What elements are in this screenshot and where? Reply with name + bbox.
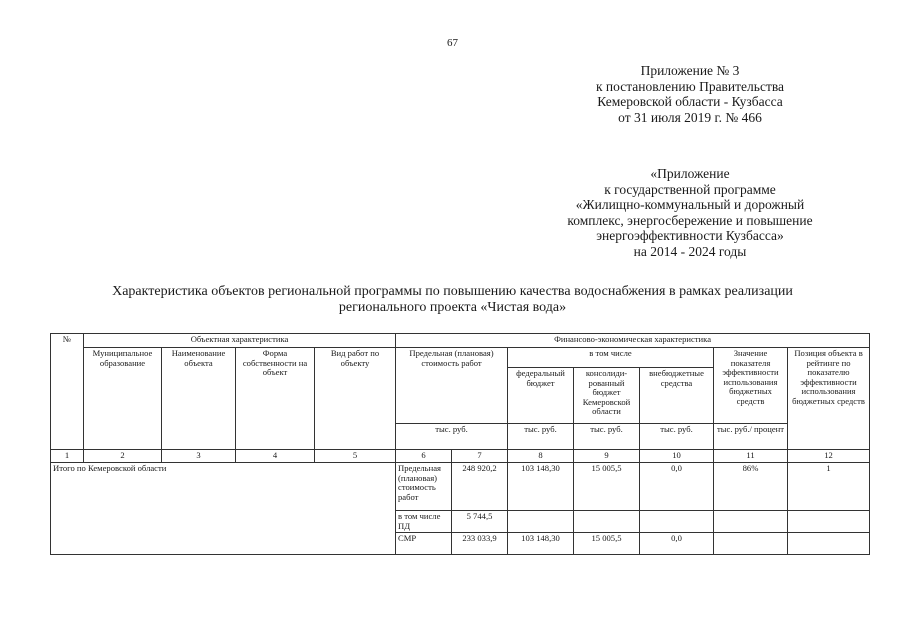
column-number: 7 <box>452 450 508 463</box>
header-municipal: Муниципальное образование <box>84 348 162 450</box>
header-work-type: Вид работ по объекту <box>315 348 396 450</box>
position-value <box>788 511 870 533</box>
cost-value: 5 744,5 <box>452 511 508 533</box>
column-number: 9 <box>574 450 640 463</box>
unit-consolidated: тыс. руб. <box>574 424 640 450</box>
objects-table <box>50 333 870 555</box>
approval-line: Приложение № 3 <box>640 63 740 78</box>
header-financial-characteristics: Финансово-экономическая характеристика <box>396 334 870 348</box>
extrabudget-value: 0,0 <box>640 533 714 555</box>
column-number: 8 <box>508 450 574 463</box>
federal-value: 103 148,30 <box>508 533 574 555</box>
annex-line: энергоэффективности Кузбасса» <box>596 228 784 244</box>
header-federal: федеральный бюджет <box>508 368 574 424</box>
column-number: 3 <box>162 450 236 463</box>
header-including: в том числе <box>508 348 714 368</box>
total-label: Итого по Кемеровской области <box>51 463 396 555</box>
column-number: 1 <box>51 450 84 463</box>
annex-line: к государственной программе <box>604 181 776 197</box>
header-consolidated: консолиди-рованный бюджет Кемеровской области <box>574 368 640 424</box>
column-number: 12 <box>788 450 870 463</box>
column-number: 2 <box>84 450 162 463</box>
consolidated-value: 15 005,5 <box>574 533 640 555</box>
header-object-name: Наименование объекта <box>162 348 236 450</box>
column-number: 5 <box>315 450 396 463</box>
unit-cost: тыс. руб. <box>396 424 508 450</box>
approval-block <box>560 63 820 125</box>
document-title <box>40 284 865 315</box>
header-ownership: Форма собственности на объект <box>236 348 315 450</box>
annex-line: «Приложение <box>650 166 730 181</box>
federal-value: 103 148,30 <box>508 463 574 511</box>
column-number: 6 <box>396 450 452 463</box>
unit-extrabudget: тыс. руб. <box>640 424 714 450</box>
unit-indicator: тыс. руб./ процент <box>714 424 788 450</box>
column-number: 11 <box>714 450 788 463</box>
extrabudget-value: 0,0 <box>640 463 714 511</box>
column-number: 10 <box>640 450 714 463</box>
annex-block <box>540 166 840 260</box>
page-number: 67 <box>447 37 458 49</box>
approval-line: от 31 июля 2019 г. № 466 <box>618 109 762 125</box>
table-row <box>51 463 870 511</box>
cost-value: 233 033,9 <box>452 533 508 555</box>
column-number: 4 <box>236 450 315 463</box>
position-value <box>788 533 870 555</box>
consolidated-value <box>574 511 640 533</box>
federal-value <box>508 511 574 533</box>
header-cost: Предельная (плановая) стоимость работ <box>396 348 508 424</box>
approval-line: Кемеровской области - Кузбасса <box>597 94 783 109</box>
consolidated-value: 15 005,5 <box>574 463 640 511</box>
header-number: № <box>51 334 84 450</box>
header-indicator: Значение показателя эффективности использования бюджетных средств <box>714 348 788 424</box>
unit-federal: тыс. руб. <box>508 424 574 450</box>
indicator-value <box>714 533 788 555</box>
row-label: СМР <box>396 533 452 555</box>
header-position: Позиция объекта в рейтинге по показателю эффективности использования бюджетных средств <box>788 348 870 450</box>
cost-value: 248 920,2 <box>452 463 508 511</box>
row-label: Предельная (плановая) стоимость работ <box>396 463 452 511</box>
row-label: в том числе ПД <box>396 511 452 533</box>
annex-line: «Жилищно-коммунальный и дорожный <box>575 197 805 213</box>
indicator-value: 86% <box>714 463 788 511</box>
annex-line: комплекс, энергосбережение и повышение <box>567 212 813 228</box>
extrabudget-value <box>640 511 714 533</box>
annex-line: на 2014 - 2024 годы <box>633 243 747 259</box>
position-value: 1 <box>788 463 870 511</box>
header-object-characteristics: Объектная характеристика <box>84 334 396 348</box>
document-title-line: регионального проекта «Чистая вода» <box>338 299 567 315</box>
indicator-value <box>714 511 788 533</box>
header-extrabudget: внебюджетные средства <box>640 368 714 424</box>
document-title-line: Характеристика объектов региональной программы по повышению качества водоснабжения в рамках реализации <box>112 284 793 299</box>
approval-line: к постановлению Правительства <box>595 78 785 94</box>
